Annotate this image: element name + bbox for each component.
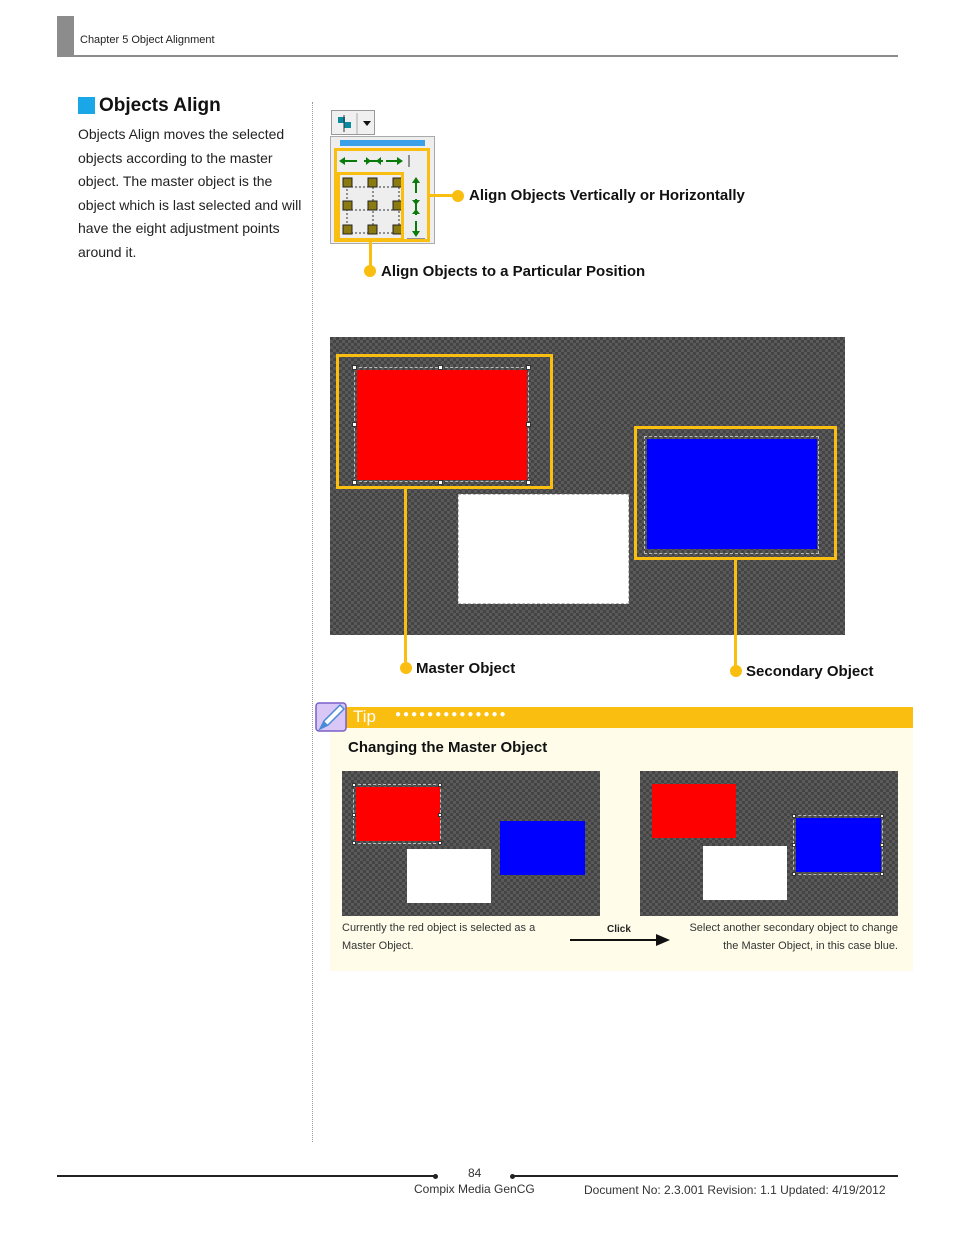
tip-heading: Changing the Master Object [348, 739, 548, 756]
footer-rule-left [57, 1175, 435, 1177]
pencil-icon [314, 699, 350, 735]
chevron-down-icon [363, 121, 371, 126]
section-square-icon [78, 97, 95, 114]
callout-line [734, 560, 737, 666]
resize-handle [880, 814, 884, 818]
page-number: 84 [468, 1166, 482, 1180]
header-rule [57, 55, 898, 57]
footer-product: Compix Media GenCG [414, 1182, 535, 1196]
resize-handle [352, 813, 356, 817]
white-object [703, 846, 787, 900]
white-object [407, 849, 491, 903]
callout-dot [400, 662, 412, 674]
white-object [458, 494, 629, 604]
resize-handle [792, 843, 796, 847]
footer-rule-right [513, 1175, 898, 1177]
highlight-secondary-box [634, 426, 837, 560]
blue-object [796, 818, 881, 872]
tip-left-caption: Currently the red object is selected as a Master Object. [342, 922, 536, 952]
callout-line [404, 489, 407, 662]
footer-document-info: Document No: 2.3.001 Revision: 1.1 Updated: 4/19/2012 [584, 1183, 886, 1197]
resize-handle [352, 841, 356, 845]
tip-right-canvas [640, 771, 898, 916]
resize-handle [438, 783, 442, 787]
resize-handle [880, 843, 884, 847]
callout-align-position: Align Objects to a Particular Position [381, 263, 646, 280]
blue-object [500, 821, 585, 875]
callout-dot [452, 190, 464, 202]
callout-master: Master Object [416, 660, 516, 677]
resize-handle [352, 783, 356, 787]
tip-label: Tip [353, 707, 376, 726]
align-icon [332, 111, 376, 136]
click-label: Click [607, 924, 631, 935]
column-divider [312, 102, 313, 1142]
callout-align-vh: Align Objects Vertically or Horizontally [469, 187, 745, 204]
red-object [356, 787, 440, 841]
resize-handle [438, 841, 442, 845]
section-body: Objects Align moves the selected objects according to the master object. The master object is the object which is last selected and will have the eight adjustment points around it. [78, 126, 302, 260]
resize-handle [792, 814, 796, 818]
callout-dot [730, 665, 742, 677]
header-tab [57, 16, 74, 56]
highlight-position-box [337, 172, 404, 241]
callout-dot [364, 265, 376, 277]
chapter-title: Chapter 5 Object Alignment [80, 34, 215, 46]
resize-handle [880, 872, 884, 876]
resize-handle [438, 813, 442, 817]
arrow-right-icon [570, 933, 672, 947]
red-object [652, 784, 736, 838]
tip-dots-decoration: ●●●●●●●●●●●●●● [395, 709, 508, 720]
tip-left-canvas [342, 771, 600, 916]
footer-dot [433, 1174, 438, 1179]
callout-secondary: Secondary Object [746, 663, 874, 680]
section-title: Objects Align [99, 95, 221, 116]
highlight-master-box [336, 354, 553, 489]
callout-line [369, 241, 372, 267]
resize-handle [792, 872, 796, 876]
align-dropdown-button[interactable] [331, 110, 375, 135]
tip-right-caption: Select another secondary object to change the Master Object, in this case blue. [689, 922, 898, 952]
